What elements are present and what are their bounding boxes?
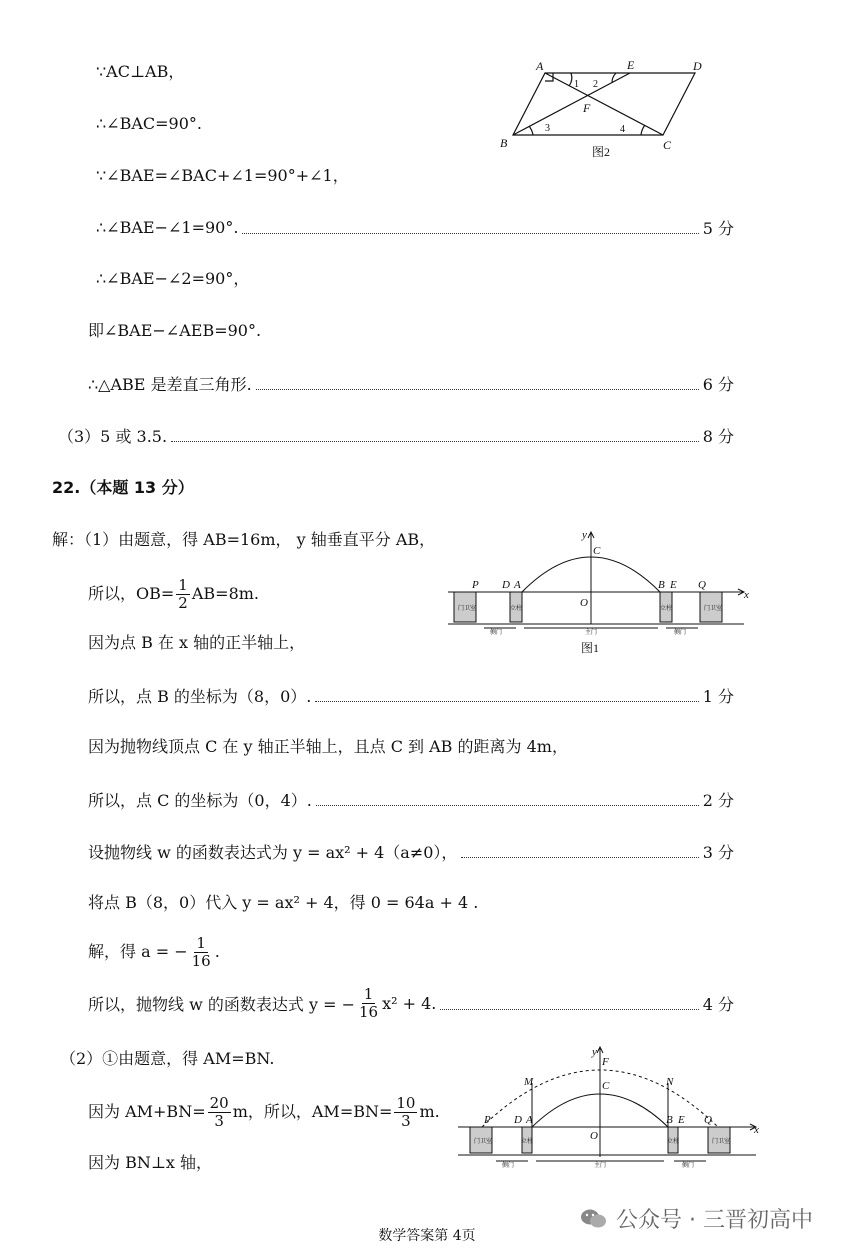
- numerator: 1: [363, 984, 374, 1003]
- score-label: 8 分: [702, 426, 734, 446]
- figure-2-svg: [495, 55, 715, 167]
- figure-1-svg: [444, 528, 754, 658]
- label-E: E: [678, 1114, 685, 1126]
- answer-part-3: [58, 424, 734, 446]
- denominator: 3: [401, 1111, 411, 1130]
- main-gate-label: 主门: [594, 1163, 607, 1169]
- figure-3-svg: [452, 1043, 762, 1173]
- proof-line-2: ∴∠BAC=90°.: [96, 114, 202, 133]
- angle-2: 2: [593, 79, 598, 90]
- solution-line-7: [88, 840, 734, 862]
- label-P: P: [484, 1114, 491, 1126]
- proof-line-1: ∵AC⊥AB，: [96, 62, 185, 81]
- solution-line-6-text: 所以，点 C 的坐标为（0，4）.: [88, 790, 312, 810]
- angle-3: 3: [545, 123, 550, 134]
- proof-line-6: 即∠BAE−∠AEB=90°.: [88, 321, 262, 340]
- solution-line-10-text: [88, 986, 436, 1021]
- label-C: C: [663, 138, 672, 152]
- text: AB=8m.: [191, 584, 259, 603]
- solution-line-4-text: 所以，点 B 的坐标为（8，0）.: [88, 686, 312, 706]
- guard-room-label: 门卫室: [704, 606, 723, 612]
- label-D: D: [693, 59, 702, 73]
- axis-y-label: y: [592, 1046, 597, 1058]
- label-B: B: [666, 1114, 673, 1126]
- text: 解，得 a = −: [88, 942, 188, 961]
- text: 因为 AM+BN=: [88, 1102, 206, 1121]
- fraction: [176, 577, 190, 612]
- answer-part-3-text: （3）5 或 3.5.: [58, 426, 168, 446]
- leader-dots: [440, 997, 698, 1010]
- label-F: F: [602, 1056, 609, 1068]
- leader-dots: [316, 793, 699, 806]
- label-D: D: [502, 579, 510, 591]
- fraction: [190, 935, 213, 970]
- label-B: B: [500, 136, 508, 150]
- label-A: A: [514, 579, 521, 591]
- leader-dots: [256, 377, 699, 390]
- solution-line-9: [88, 932, 220, 972]
- fraction: [208, 1095, 231, 1130]
- side-gate-label: 侧门: [682, 1163, 695, 1169]
- score-label: 6 分: [702, 374, 734, 394]
- main-gate-label: 主门: [585, 630, 598, 636]
- figure-2-caption: 图2: [592, 145, 611, 159]
- label-O: O: [580, 597, 588, 609]
- fraction: [394, 1095, 417, 1130]
- solution-line-4: [88, 684, 734, 706]
- leader-dots: [171, 429, 699, 442]
- part-2-line-1: （2）①由题意，得 AM=BN.: [60, 1049, 275, 1068]
- proof-line-7: [88, 372, 734, 394]
- score-label: 2 分: [702, 790, 734, 810]
- label-A: A: [536, 59, 544, 73]
- label-M: M: [524, 1076, 534, 1088]
- axis-y-label: y: [582, 529, 587, 541]
- label-B: B: [658, 579, 665, 591]
- solution-line-3: 因为点 B 在 x 轴的正半轴上，: [88, 633, 306, 652]
- solution-line-1: 解：（1）由题意，得 AB=16m， y 轴垂直平分 AB，: [52, 530, 436, 549]
- proof-line-7-text: ∴△ABE 是差直三角形.: [88, 374, 252, 394]
- label-E: E: [670, 579, 677, 591]
- figure-2: [495, 55, 715, 171]
- problem-22-heading: 22.（本题 13 分）: [52, 478, 194, 497]
- numerator: 10: [396, 1093, 416, 1112]
- axis-x-label: x: [744, 589, 749, 601]
- label-Q: Q: [698, 579, 706, 591]
- part-2-line-3: 因为 BN⊥x 轴，: [88, 1153, 213, 1172]
- solution-line-10: [88, 982, 734, 1024]
- label-C: C: [593, 545, 601, 557]
- page-footer: 数学答案第 4页: [378, 1228, 476, 1244]
- angle-1: 1: [574, 79, 579, 90]
- leader-dots: [461, 845, 698, 858]
- figure-1-caption: 图1: [581, 641, 600, 655]
- side-gate-label: 侧门: [502, 1163, 515, 1169]
- label-D: D: [514, 1114, 522, 1126]
- text: 所以，抛物线 w 的函数表达式 y = −: [88, 994, 355, 1014]
- text: m，所以，AM=BN=: [232, 1102, 393, 1121]
- figure-1: [444, 528, 754, 662]
- leader-dots: [242, 221, 698, 234]
- leader-dots: [315, 689, 698, 702]
- label-N: N: [666, 1076, 674, 1088]
- figure-3: [452, 1043, 762, 1177]
- axis-x-label: x: [754, 1124, 759, 1136]
- solution-line-2: [88, 574, 259, 614]
- guard-room-label: 门卫室: [474, 1139, 493, 1145]
- solution-line-7-text: 设抛物线 w 的函数表达式为 y = ax² + 4（a≠0），: [88, 842, 458, 862]
- label-F: F: [583, 101, 591, 115]
- side-gate-label: 侧门: [674, 630, 687, 636]
- solution-line-8: 将点 B（8，0）代入 y = ax² + 4，得 0 = 64a + 4 .: [88, 893, 479, 912]
- proof-line-5: ∴∠BAE−∠2=90°，: [96, 269, 250, 288]
- label-O: O: [590, 1130, 598, 1142]
- proof-line-4-text: ∴∠BAE−∠1=90°.: [96, 217, 239, 237]
- pillar-label: 立柱: [510, 606, 523, 612]
- pillar-label: 立柱: [521, 1139, 534, 1145]
- fraction: [357, 986, 380, 1021]
- proof-line-4: [96, 216, 734, 238]
- numerator: 1: [178, 575, 188, 594]
- angle-4: 4: [620, 124, 625, 135]
- denominator: 16: [358, 1002, 379, 1021]
- text: m.: [419, 1102, 440, 1121]
- pillar-label: 立柱: [660, 606, 673, 612]
- text: x² + 4.: [382, 993, 437, 1013]
- watermark-text: 公众号 · 三晋初高中: [616, 1208, 813, 1233]
- score-label: 1 分: [702, 686, 734, 706]
- numerator: 1: [196, 933, 206, 952]
- guard-room-label: 门卫室: [458, 606, 477, 612]
- text: 所以，OB=: [88, 584, 175, 603]
- label-E: E: [627, 58, 635, 72]
- denominator: 3: [214, 1111, 224, 1130]
- score-label: 3 分: [702, 842, 734, 862]
- text: .: [214, 942, 220, 961]
- score-label: 5 分: [702, 218, 734, 238]
- guard-room-label: 门卫室: [712, 1139, 731, 1145]
- numerator: 20: [209, 1093, 229, 1112]
- denominator: 16: [191, 951, 211, 970]
- part-2-line-2: [88, 1090, 440, 1134]
- side-gate-label: 侧门: [490, 630, 503, 636]
- proof-line-3: ∵∠BAE=∠BAC+∠1=90°+∠1，: [96, 166, 349, 185]
- solution-line-5: 因为抛物线顶点 C 在 y 轴正半轴上，且点 C 到 AB 的距离为 4m，: [88, 737, 568, 756]
- denominator: 2: [178, 593, 188, 612]
- score-label: 4 分: [702, 994, 734, 1014]
- label-C: C: [602, 1080, 610, 1092]
- label-Q: Q: [704, 1114, 712, 1126]
- solution-line-6: [88, 788, 734, 810]
- label-A: A: [526, 1114, 533, 1126]
- label-P: P: [472, 579, 479, 591]
- pillar-label: 立柱: [667, 1139, 680, 1145]
